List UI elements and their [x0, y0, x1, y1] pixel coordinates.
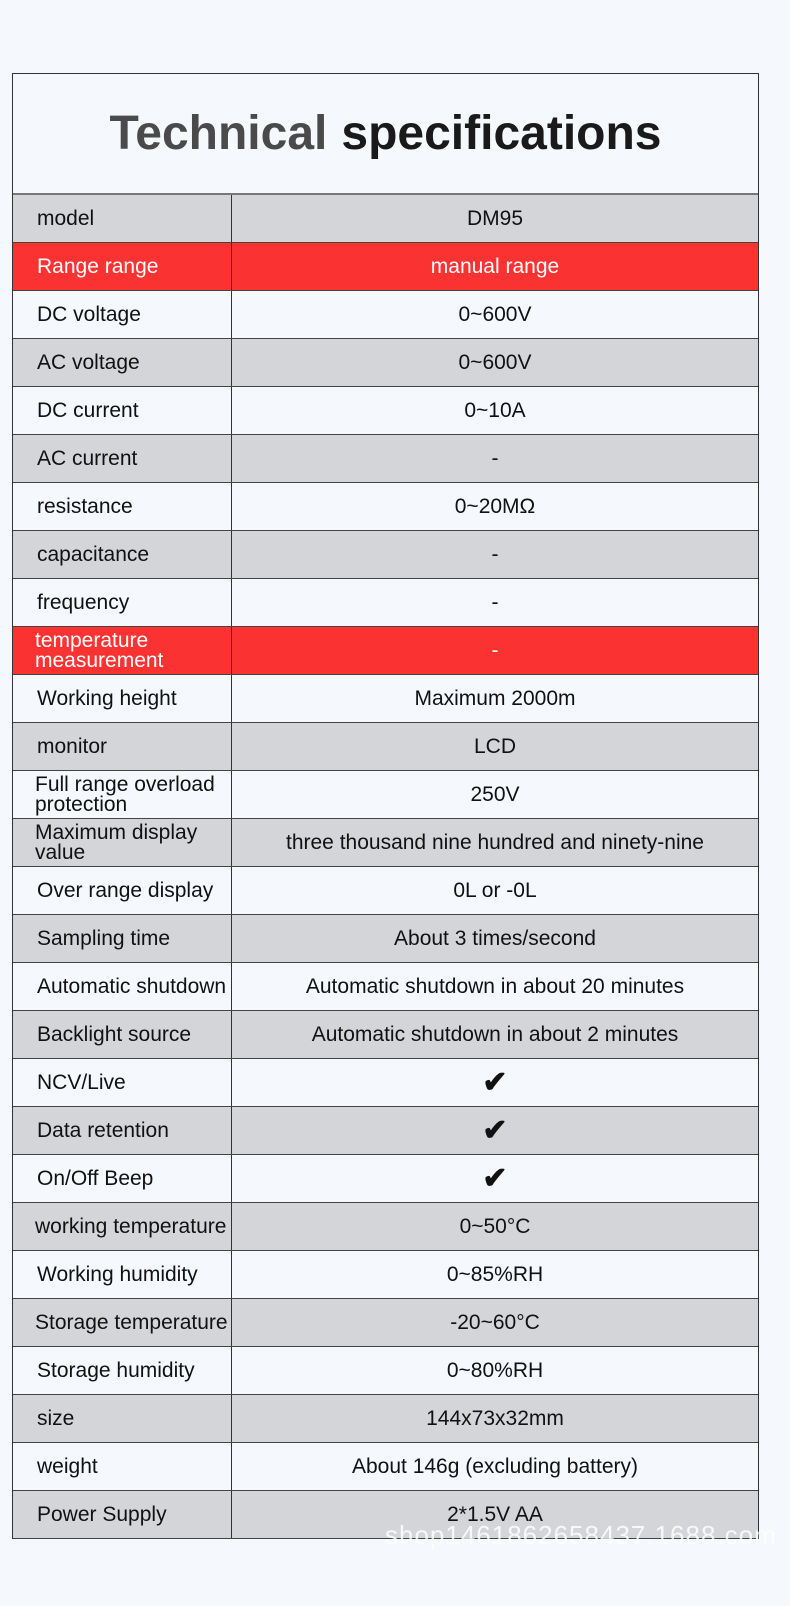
spec-table	[13, 195, 758, 1539]
table-row	[13, 1347, 758, 1395]
table-row	[13, 1155, 758, 1203]
checkmark-icon: ✔	[482, 1066, 508, 1099]
spec-label: DC voltage	[13, 291, 232, 338]
spec-value: 0L or -0L	[453, 878, 537, 902]
spec-label: Power Supply	[13, 1491, 232, 1538]
spec-label: Data retention	[13, 1107, 232, 1154]
spec-label: AC current	[13, 435, 232, 482]
spec-label: NCV/Live	[13, 1059, 232, 1106]
spec-label: working temperature	[13, 1203, 232, 1250]
table-row	[13, 963, 758, 1011]
spec-label: Storage temperature	[13, 1299, 232, 1346]
table-row	[13, 819, 758, 867]
spec-value: -	[491, 542, 499, 566]
spec-value: 250V	[470, 782, 520, 806]
spec-value: manual range	[430, 254, 560, 278]
table-row	[13, 483, 758, 531]
table-row	[13, 1443, 758, 1491]
table-row	[13, 771, 758, 819]
table-row	[13, 1299, 758, 1347]
spec-label: Working humidity	[13, 1251, 232, 1298]
spec-value: Automatic shutdown in about 2 minutes	[311, 1022, 679, 1046]
spec-value: three thousand nine hundred and ninety-nine	[286, 830, 704, 854]
table-row	[13, 1251, 758, 1299]
spec-label: weight	[13, 1443, 232, 1490]
spec-label: Automatic shutdown	[13, 963, 232, 1010]
spec-value: 0~10A	[464, 398, 526, 422]
table-row	[13, 1059, 758, 1107]
table-row	[13, 243, 758, 291]
spec-value: -	[491, 446, 499, 470]
spec-value: 0~50°C	[459, 1214, 531, 1238]
table-row	[13, 627, 758, 675]
spec-value: 0~85%RH	[446, 1262, 544, 1286]
table-row	[13, 723, 758, 771]
spec-label: Working height	[13, 675, 232, 722]
spec-value: LCD	[473, 734, 516, 758]
spec-value: Automatic shutdown in about 20 minutes	[305, 974, 685, 998]
spec-value: About 3 times/second	[394, 926, 596, 950]
spec-label: size	[13, 1395, 232, 1442]
spec-value: -20~60°C	[450, 1310, 540, 1334]
title-part1: Technical	[109, 107, 328, 160]
spec-value: 0~600V	[458, 350, 532, 374]
spec-label: Maximum display value	[13, 819, 232, 866]
table-row	[13, 1011, 758, 1059]
table-row	[13, 291, 758, 339]
table-row	[13, 195, 758, 243]
spec-label: Range range	[13, 243, 232, 290]
spec-value: About 146g (excluding battery)	[351, 1454, 638, 1478]
spec-label: resistance	[13, 483, 232, 530]
spec-value: 0~20MΩ	[454, 494, 536, 518]
spec-label: frequency	[13, 579, 232, 626]
spec-value: -	[491, 638, 499, 662]
spec-label: On/Off Beep	[13, 1155, 232, 1202]
spec-value: 2*1.5V AA	[447, 1502, 543, 1526]
table-row	[13, 675, 758, 723]
spec-label: DC current	[13, 387, 232, 434]
table-row	[13, 339, 758, 387]
spec-label: Storage humidity	[13, 1347, 232, 1394]
spec-label: Backlight source	[13, 1011, 232, 1058]
spec-label: temperature measurement	[13, 627, 232, 674]
table-row	[13, 579, 758, 627]
checkmark-icon: ✔	[482, 1114, 508, 1147]
table-row	[13, 1203, 758, 1251]
table-row	[13, 387, 758, 435]
spec-label: Full range overload protection	[13, 771, 232, 818]
spec-label: Over range display	[13, 867, 232, 914]
spec-value: 0~80%RH	[446, 1358, 544, 1382]
spec-value: 144x73x32mm	[426, 1406, 564, 1430]
spec-label: Sampling time	[13, 915, 232, 962]
spec-value: Maximum 2000m	[414, 686, 576, 710]
table-row	[13, 867, 758, 915]
spec-sheet	[12, 73, 759, 1539]
table-row	[13, 435, 758, 483]
spec-label: model	[13, 195, 232, 242]
checkmark-icon: ✔	[482, 1162, 508, 1195]
spec-label: monitor	[13, 723, 232, 770]
title-part2: specifications	[341, 107, 662, 160]
table-row	[13, 1107, 758, 1155]
spec-value: 0~600V	[458, 302, 532, 326]
spec-label: capacitance	[13, 531, 232, 578]
spec-value: -	[491, 590, 499, 614]
spec-value: DM95	[466, 206, 524, 230]
page-title	[13, 74, 758, 195]
table-row	[13, 531, 758, 579]
table-row	[13, 915, 758, 963]
spec-label: AC voltage	[13, 339, 232, 386]
watermark: shop1461862658437.1688.com	[385, 1520, 777, 1550]
table-row	[13, 1395, 758, 1443]
